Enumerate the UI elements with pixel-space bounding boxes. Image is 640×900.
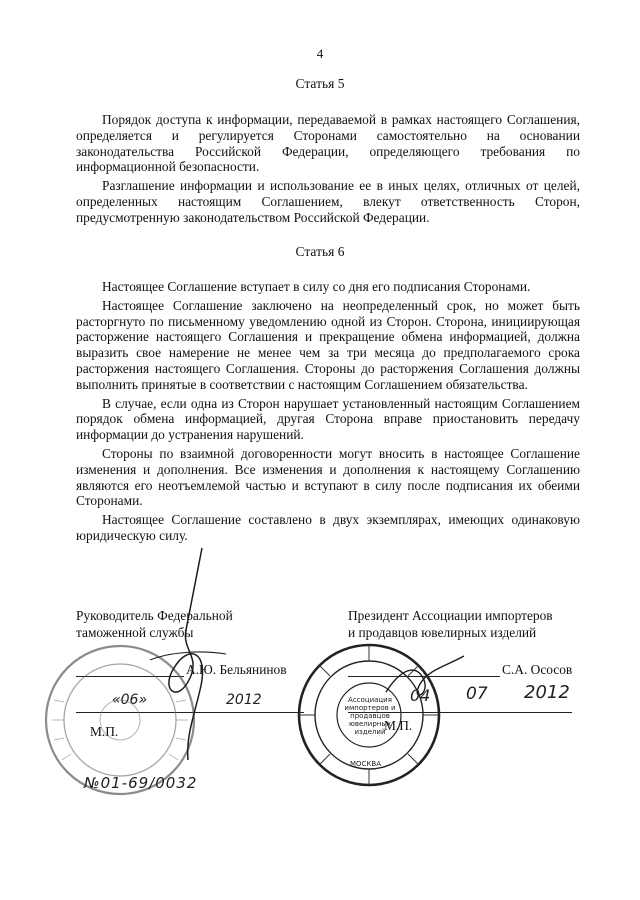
article-5-body <box>76 112 580 229</box>
left-mp-label: М.П. <box>90 724 119 739</box>
left-handwritten-signature <box>130 540 250 770</box>
right-signatory-title-2: и продавцов ювелирных изделий <box>348 625 537 640</box>
right-signatory-name: С.А. Ососов <box>502 662 573 677</box>
right-date-day: 04 <box>410 686 431 705</box>
right-signatory-title-1: Президент Ассоциации импортеров <box>348 608 553 623</box>
right-date-year: 2012 <box>524 682 570 703</box>
page-number: 4 <box>316 46 324 61</box>
left-date-year: 2012 <box>226 692 262 708</box>
article-6-paragraph-5: Настоящее Соглашение составлено в двух экземплярах, имеющих одинаковую юридическую силу. <box>76 512 580 543</box>
left-signatory-title-2: таможенной службы <box>76 625 194 640</box>
right-stamp-city-text: МОСКВА <box>350 760 381 768</box>
right-mp-label: М.П. <box>384 718 413 733</box>
article-6-paragraph-2: Настоящее Соглашение заключено на неопределенный срок, но может быть расторгнуто по письменному уведомлению одной из Сторон. Сторона, инициирующая расторжение настоящего Соглашения и прекращение обмена информацией, должна выразить свое намерение не менее чем за три месяца до предполагаемого срока расторжения настоящего Соглашения. Стороны до расторжения Соглашения должны выполнить принятые в соответствии с настоящим Соглашением обязательства. <box>76 297 580 392</box>
right-date-month: 07 <box>466 684 488 704</box>
article-6-paragraph-3: В случае, если одна из Сторон нарушает установленный настоящим Соглашением порядок обмена информацией, другая Сторона вправе приостановить передачу информации до устранения нарушений. <box>76 395 580 443</box>
article-6-body <box>76 279 580 547</box>
left-date-day: «06» <box>112 692 148 708</box>
article-6-paragraph-1: Настоящее Соглашение вступает в силу со дня его подписания Сторонами. <box>102 279 531 294</box>
article-5-paragraph-1: Порядок доступа к информации, передаваемой в рамках настоящего Соглашения, определяется и регулируется Сторонами самостоятельно на основании законодательства Российской Федерации, определяющего требования по информационной безопасности. <box>76 112 580 175</box>
left-signatory-title-1: Руководитель Федеральной <box>76 608 233 623</box>
left-signatory-name: А.Ю. Бельянинов <box>186 662 287 677</box>
article-6-title: Статья 6 <box>295 244 345 259</box>
right-stamp-center-text: Ассоциация импортеров и продавцов ювелирных изделий <box>344 696 396 736</box>
article-5-paragraph-2: Разглашение информации и использование ее в иных целях, отличных от целей, определенных настоящим Соглашением, влекут ответственность Сторон, предусмотренную законодательством Российской Федерации. <box>76 178 580 225</box>
registration-number: №01-69/0032 <box>84 774 198 792</box>
article-6-paragraph-4: Стороны по взаимной договоренности могут вносить в настоящее Соглашение изменения и дополнения. Все изменения и дополнения к настоящему Соглашению являются его неотъемлемой частью и вступают в силу после подписания их обеими Сторонами. <box>76 445 580 509</box>
right-handwritten-signature <box>380 640 470 720</box>
article-5-title: Статья 5 <box>295 76 345 91</box>
